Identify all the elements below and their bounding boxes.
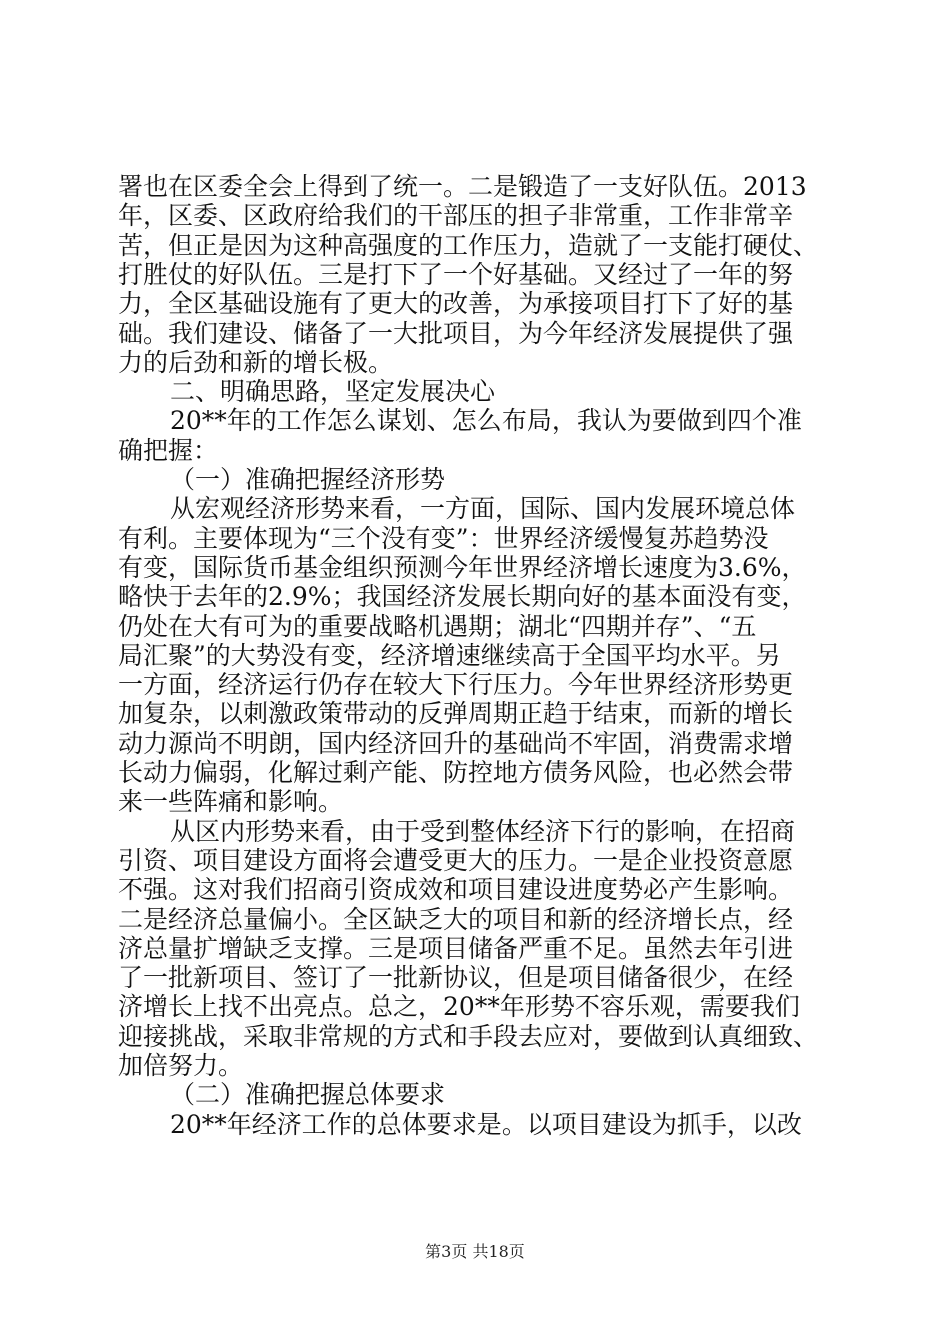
text-line: 济增长上找不出亮点。总之，20**年形势不容乐观，需要我们 <box>118 992 800 1022</box>
text-line: 动力源尚不明朗，国内经济回升的基础尚不牢固，消费需求增 <box>118 728 794 758</box>
text-line: 力，全区基础设施有了更大的改善，为承接项目打下了好的基 <box>118 289 794 319</box>
text-line: 从区内形势来看，由于受到整体经济下行的影响，在招商 <box>170 816 796 846</box>
subsection-heading: （二）准确把握总体要求 <box>170 1080 446 1110</box>
text-line: 引资、项目建设方面将会遭受更大的压力。一是企业投资意愿 <box>118 845 794 875</box>
text-line: 仍处在大有可为的重要战略机遇期；湖北“四期并存”、“五 <box>118 611 757 641</box>
text-line: 来一些阵痛和影响。 <box>118 787 344 817</box>
text-line: 了一批新项目、签订了一批新协议，但是项目储备很少，在经 <box>118 963 794 993</box>
text-line: 力的后劲和新的增长极。 <box>118 347 394 377</box>
text-line: 济总量扩增缺乏支撑。三是项目储备严重不足。虽然去年引进 <box>118 933 794 963</box>
section-heading: 二、明确思路，坚定发展决心 <box>170 377 496 407</box>
text-line: 从宏观经济形势来看，一方面，国际、国内发展环境总体 <box>170 494 796 524</box>
page-number-footer: 第3页 共18页 <box>425 1242 525 1261</box>
text-line: 不强。这对我们招商引资成效和项目建设进度势必产生影响。 <box>118 875 794 905</box>
text-line: 二是经济总量偏小。全区缺乏大的项目和新的经济增长点，经 <box>118 904 794 934</box>
text-line: 础。我们建设、储备了一大批项目，为今年经济发展提供了强 <box>118 318 794 348</box>
text-line: 20**年经济工作的总体要求是。以项目建设为抓手，以改 <box>170 1109 802 1139</box>
text-line: 加复杂，以刺激政策带动的反弹周期正趋于结束，而新的增长 <box>118 699 794 729</box>
text-line: 局汇聚”的大势没有变，经济增速继续高于全国平均水平。另 <box>118 640 781 670</box>
text-line: 迎接挑战，采取非常规的方式和手段去应对，要做到认真细致、 <box>118 1021 819 1051</box>
text-line: 略快于去年的2.9%；我国经济发展长期向好的基本面没有变， <box>118 582 807 612</box>
text-line: 年，区委、区政府给我们的干部压的担子非常重，工作非常辛 <box>118 201 794 231</box>
text-line: 确把握： <box>118 435 219 465</box>
text-line: 打胜仗的好队伍。三是打下了一个好基础。又经过了一年的努 <box>118 259 794 289</box>
text-line: 有利。主要体现为“三个没有变”：世界经济缓慢复苏趋势没 <box>118 523 769 553</box>
text-line: 长动力偏弱，化解过剩产能、防控地方债务风险，也必然会带 <box>118 758 794 787</box>
subsection-heading: （一）准确把握经济形势 <box>170 465 446 494</box>
text-line: 一方面，经济运行仍存在较大下行压力。今年世界经济形势更 <box>118 670 794 700</box>
text-line: 苦，但正是因为这种高强度的工作压力，造就了一支能打硬仗、 <box>118 230 819 260</box>
text-line: 有变，国际货币基金组织预测今年世界经济增长速度为3.6%， <box>118 552 807 582</box>
text-line: 署也在区委全会上得到了统一。二是锻造了一支好队伍。2013 <box>118 172 807 201</box>
text-line: 加倍努力。 <box>118 1051 244 1080</box>
text-line: 20**年的工作怎么谋划、怎么布局，我认为要做到四个准 <box>170 406 802 436</box>
